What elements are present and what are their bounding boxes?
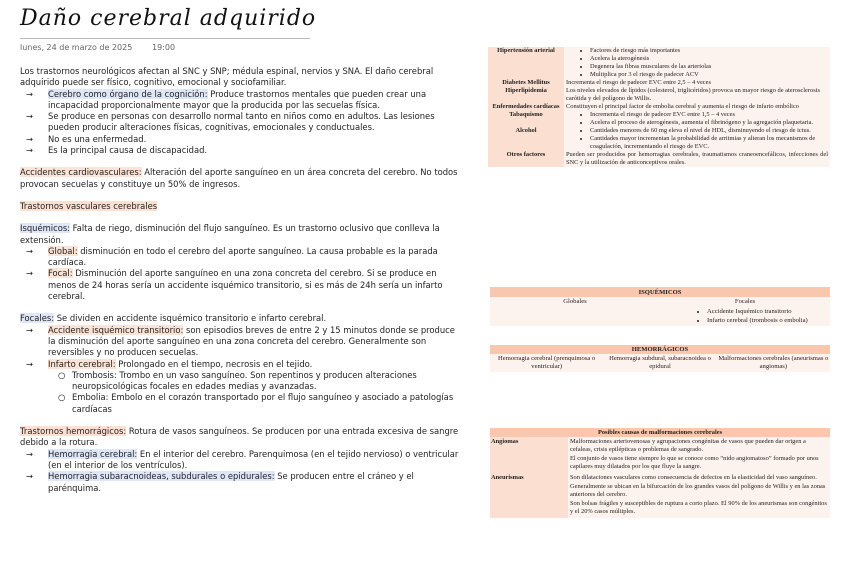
list-item-text: Prolongado en el tiempo, necrosis en el tejido. — [115, 358, 313, 369]
column-focales: Focales — [660, 297, 830, 306]
row-value: Pueden ser producidos por hemorragias cerebrales, traumatismos craneoencefálicos, infecciones del SNC y la utilización de anticonceptivos orales. — [566, 151, 828, 166]
cell-paragraph: Son dilataciones vasculares como consecuencia de defectos en la elasticidad del vaso sanguíneo. — [570, 474, 817, 481]
table-cell: Malformaciones cerebrales (aneurismas o angiomas) — [718, 355, 829, 370]
table-title: HEMORRÁGICOS — [490, 345, 830, 354]
row-key: Alcohol — [488, 127, 564, 151]
row-value — [568, 437, 830, 473]
list-item-text: Disminución del aporte sanguíneo en una zona concreta del cerebro. Si se produce en menos de 24 horas sería un accidente isquémico transitorio, si es más de 24h sería un infarto cerebral. — [48, 268, 443, 302]
table-row — [490, 354, 830, 372]
paragraph — [20, 223, 460, 246]
paragraph-text: Falta de riego, disminución del flujo sanguíneo. Es un trastorno oclusivo que conlleva la extensión. — [20, 223, 440, 245]
paragraph — [20, 167, 460, 190]
row-value: Constituyen el principal factor de embolia cerebral y aumenta el riesgo de infarto embólico — [564, 103, 830, 111]
list-item-text: disminución en todo el cerebro del aporte sanguíneo. La causa probable es la parada cardíaca. — [48, 245, 438, 268]
list-item — [20, 268, 460, 302]
highlight: Trastornos vasculares cerebrales — [20, 200, 158, 211]
row-key: Otros factores — [488, 151, 564, 167]
note-body — [20, 66, 460, 494]
column-globales: Globales — [490, 297, 660, 306]
table-cell: Hemorragia subdural, subaracnoidea o epidural — [603, 354, 716, 372]
list-item: • Incrementa el riesgo de padecer EVC entre 1,5 – 4 veces — [590, 111, 828, 119]
sub-list-item-text: Embolia: Embolo en el corazón transportado por el flujo sanguíneo y asociado a patologías cardíacas — [72, 392, 454, 414]
arrow-icon: → — [26, 324, 34, 335]
row-value: Incrementa el riesgo de padecer EVC entre 2,5 – 4 veces — [564, 79, 830, 87]
table-row — [488, 79, 830, 87]
list-item-text: No es una enfermedad. — [48, 133, 147, 144]
bullet-icon: ○ — [58, 392, 66, 403]
sub-list-item-text: Trombosis: Trombo en un vaso sanguíneo. Son repentinos y producen alteraciones neuropsicológicas focales en edades medias y avanzadas. — [72, 369, 417, 392]
list-item-text: Se produce en personas con desarrollo normal tanto en niños como en adultos. Las lesiones pueden producir alteraciones físicas, cognitivas, emocionales y conductuales. — [48, 111, 435, 133]
arrow-icon: → — [26, 448, 34, 459]
table-row — [488, 47, 830, 79]
highlight: Global: — [48, 245, 78, 256]
cell-paragraph: Malformaciones arteriovenosas y agrupaciones congénitas de vasos que pueden dar origen a cefaleas, crisis epilépticas o problemas de sangrado. — [570, 438, 806, 453]
row-key: Enfermedades cardíacas — [488, 103, 564, 111]
arrow-icon: → — [26, 268, 34, 279]
row-key: Hiperlipidemia — [488, 87, 564, 103]
highlight: Hemorragia cerebral: — [48, 448, 138, 459]
table-title: ISQUÉMICOS — [490, 287, 830, 297]
highlight: Infarto cerebral: — [48, 358, 116, 369]
list-item: • Cantidades mayor incrementan la probabilidad de arritmias y alteran los mecanismos de coagulación, incrementando el riesgo de EVC. — [590, 135, 828, 151]
highlight: Isquémicos: — [20, 223, 71, 234]
sub-list-item — [20, 370, 460, 393]
table-row — [490, 437, 830, 473]
list-item — [20, 471, 460, 494]
highlight: Focal: — [48, 268, 73, 279]
highlight: Cerebro como órgano de la cognición: — [48, 88, 208, 99]
section-heading — [20, 201, 460, 212]
arrow-icon: → — [26, 245, 34, 256]
list-item: • Accidente Isquémico transitorio — [707, 307, 829, 316]
malformations-table — [490, 428, 830, 518]
table-row — [490, 306, 830, 326]
list-item — [20, 325, 460, 359]
list-item: • Factores de riesgo más importantes — [590, 47, 828, 55]
list-item — [20, 89, 460, 112]
bullet-icon: ○ — [58, 369, 66, 380]
list-item: • Infarto cerebral (trombosis o embolia) — [707, 316, 829, 325]
table-row — [488, 111, 830, 127]
highlight: Focales: — [20, 313, 55, 324]
table-row — [490, 473, 830, 518]
list-item-text: Produce trastornos mentales que pueden crear una incapacidad proporcionalmente mayor que la producida por las secuelas física. — [48, 88, 427, 110]
risk-factors-table — [488, 47, 830, 167]
table-row — [488, 151, 830, 167]
list-item-text: son episodios breves de entre 2 y 15 minutos donde se produce la disminución del aporte sanguíneo en una zona concreta del cerebro. Generalmente son reversibles y no producen secuelas. — [48, 324, 455, 358]
list-item-text: En el interior del cerebro. Parenquimosa (en el tejido nervioso) o ventricular (en el interior de los ventrículos). — [48, 448, 459, 470]
row-value — [568, 473, 830, 518]
ischemic-table — [490, 287, 830, 326]
hemorrhagic-table — [490, 345, 830, 372]
table-row — [488, 103, 830, 111]
list-item — [20, 449, 460, 472]
list-item: • Acelera el proceso de aterogénesis, aumenta el fibrinógeno y la agregación plaquetaria. — [590, 119, 828, 127]
list-item — [20, 134, 460, 145]
arrow-icon: → — [26, 88, 34, 99]
list-item — [20, 359, 460, 370]
table-title: Posibles causas de malformaciones cerebrales — [490, 428, 830, 437]
paragraph — [20, 313, 460, 324]
row-value — [564, 111, 830, 127]
table-row — [488, 127, 830, 151]
cell-paragraph: El conjunto de vasos tiene siempre lo que se conoce como “nido angiomatoso” formado por unos capilares muy dilatados por los que fluye la sangre. — [570, 455, 819, 470]
list-item — [20, 111, 460, 134]
note-date: lunes, 24 de marzo de 2025 — [20, 43, 133, 52]
page-title: Daño cerebral adquirido — [20, 6, 317, 31]
row-value — [564, 47, 830, 79]
highlight: Accidentes cardiovasculares: — [20, 167, 142, 178]
list-item: • Acelera la aterogénesis — [590, 55, 828, 63]
highlight: Accidente isquémico transitorio: — [48, 324, 184, 335]
list-item: • Degenera las fibras musculares de las arteriolas — [590, 63, 828, 71]
list-item: • Cantidades menores de 60 mg eleva el nivel de HDL, disminuyendo el riesgo de ictus. — [590, 127, 828, 135]
paragraph-text: Rotura de vasos sanguíneos. Se producen por una entrada excesiva de sangre debido a la rotura. — [20, 426, 459, 448]
list-item-text: Es la principal causa de discapacidad. — [48, 145, 208, 156]
cell-paragraph: Generalmente se ubican en la bifurcación de los grandes vasos del polígono de Willis y en las zonas anteriores del cerebro. — [570, 483, 826, 498]
list-item — [20, 246, 460, 269]
sub-list-item — [20, 392, 460, 415]
note-time: 19:00 — [152, 43, 176, 52]
highlight: Trastornos hemorrágicos: — [20, 426, 127, 437]
row-value — [564, 127, 830, 151]
table-row — [488, 87, 830, 103]
arrow-icon: → — [26, 358, 34, 369]
title-divider — [20, 38, 310, 39]
intro-paragraph: Los trastornos neurológicos afectan al SNC y SNP; médula espinal, nervios y SNA. El daño cerebral adquirido puede ser físico, cognitivo, emocional y sociofamiliar. — [20, 66, 434, 88]
paragraph-text: Se dividen en accidente isquémico transitorio e infarto cerebral. — [54, 313, 327, 324]
arrow-icon: → — [26, 145, 34, 156]
paragraph — [20, 426, 460, 449]
highlight: Hemorragia subaracnoideas, subdurales o epidurales: — [48, 471, 275, 482]
arrow-icon: → — [26, 133, 34, 144]
table-cell: Hemorragia cerebral (prenquimosa o ventricular) — [490, 354, 603, 372]
row-key: Diabetes Mellitus — [488, 79, 564, 87]
row-value: Los niveles elevados de lípidos (colesterol, triglicéridos) provoca un mayor riesgo de aterosclerosis carótida y del polígono de Willis. — [564, 87, 830, 103]
list-item — [20, 145, 460, 156]
table-row — [490, 297, 830, 306]
table-cell — [490, 306, 660, 326]
paragraph-text: Alteración del aporte sanguíneo en un área concreta del cerebro. No todos provocan secuelas y constituye un 50% de ingresos. — [20, 167, 458, 189]
cell-paragraph: Son bolsas frágiles y susceptibles de ruptura a corto plazo. El 90% de los aneurismas son congénitos y el 20% casos múltiples. — [570, 500, 827, 515]
arrow-icon: → — [26, 471, 34, 482]
list-item-text: Se producen entre el cráneo y el parénquima. — [48, 471, 414, 493]
row-key: Tabaquismo — [488, 111, 564, 127]
arrow-icon: → — [26, 111, 34, 122]
row-key: Angiomas — [490, 437, 568, 473]
row-key: Aneurismas — [490, 473, 568, 518]
list-item: • Multiplica por 3 el riesgo de padecer ACV — [590, 71, 828, 79]
table-cell — [660, 306, 830, 326]
row-key: Hipertensión arterial — [488, 47, 564, 79]
